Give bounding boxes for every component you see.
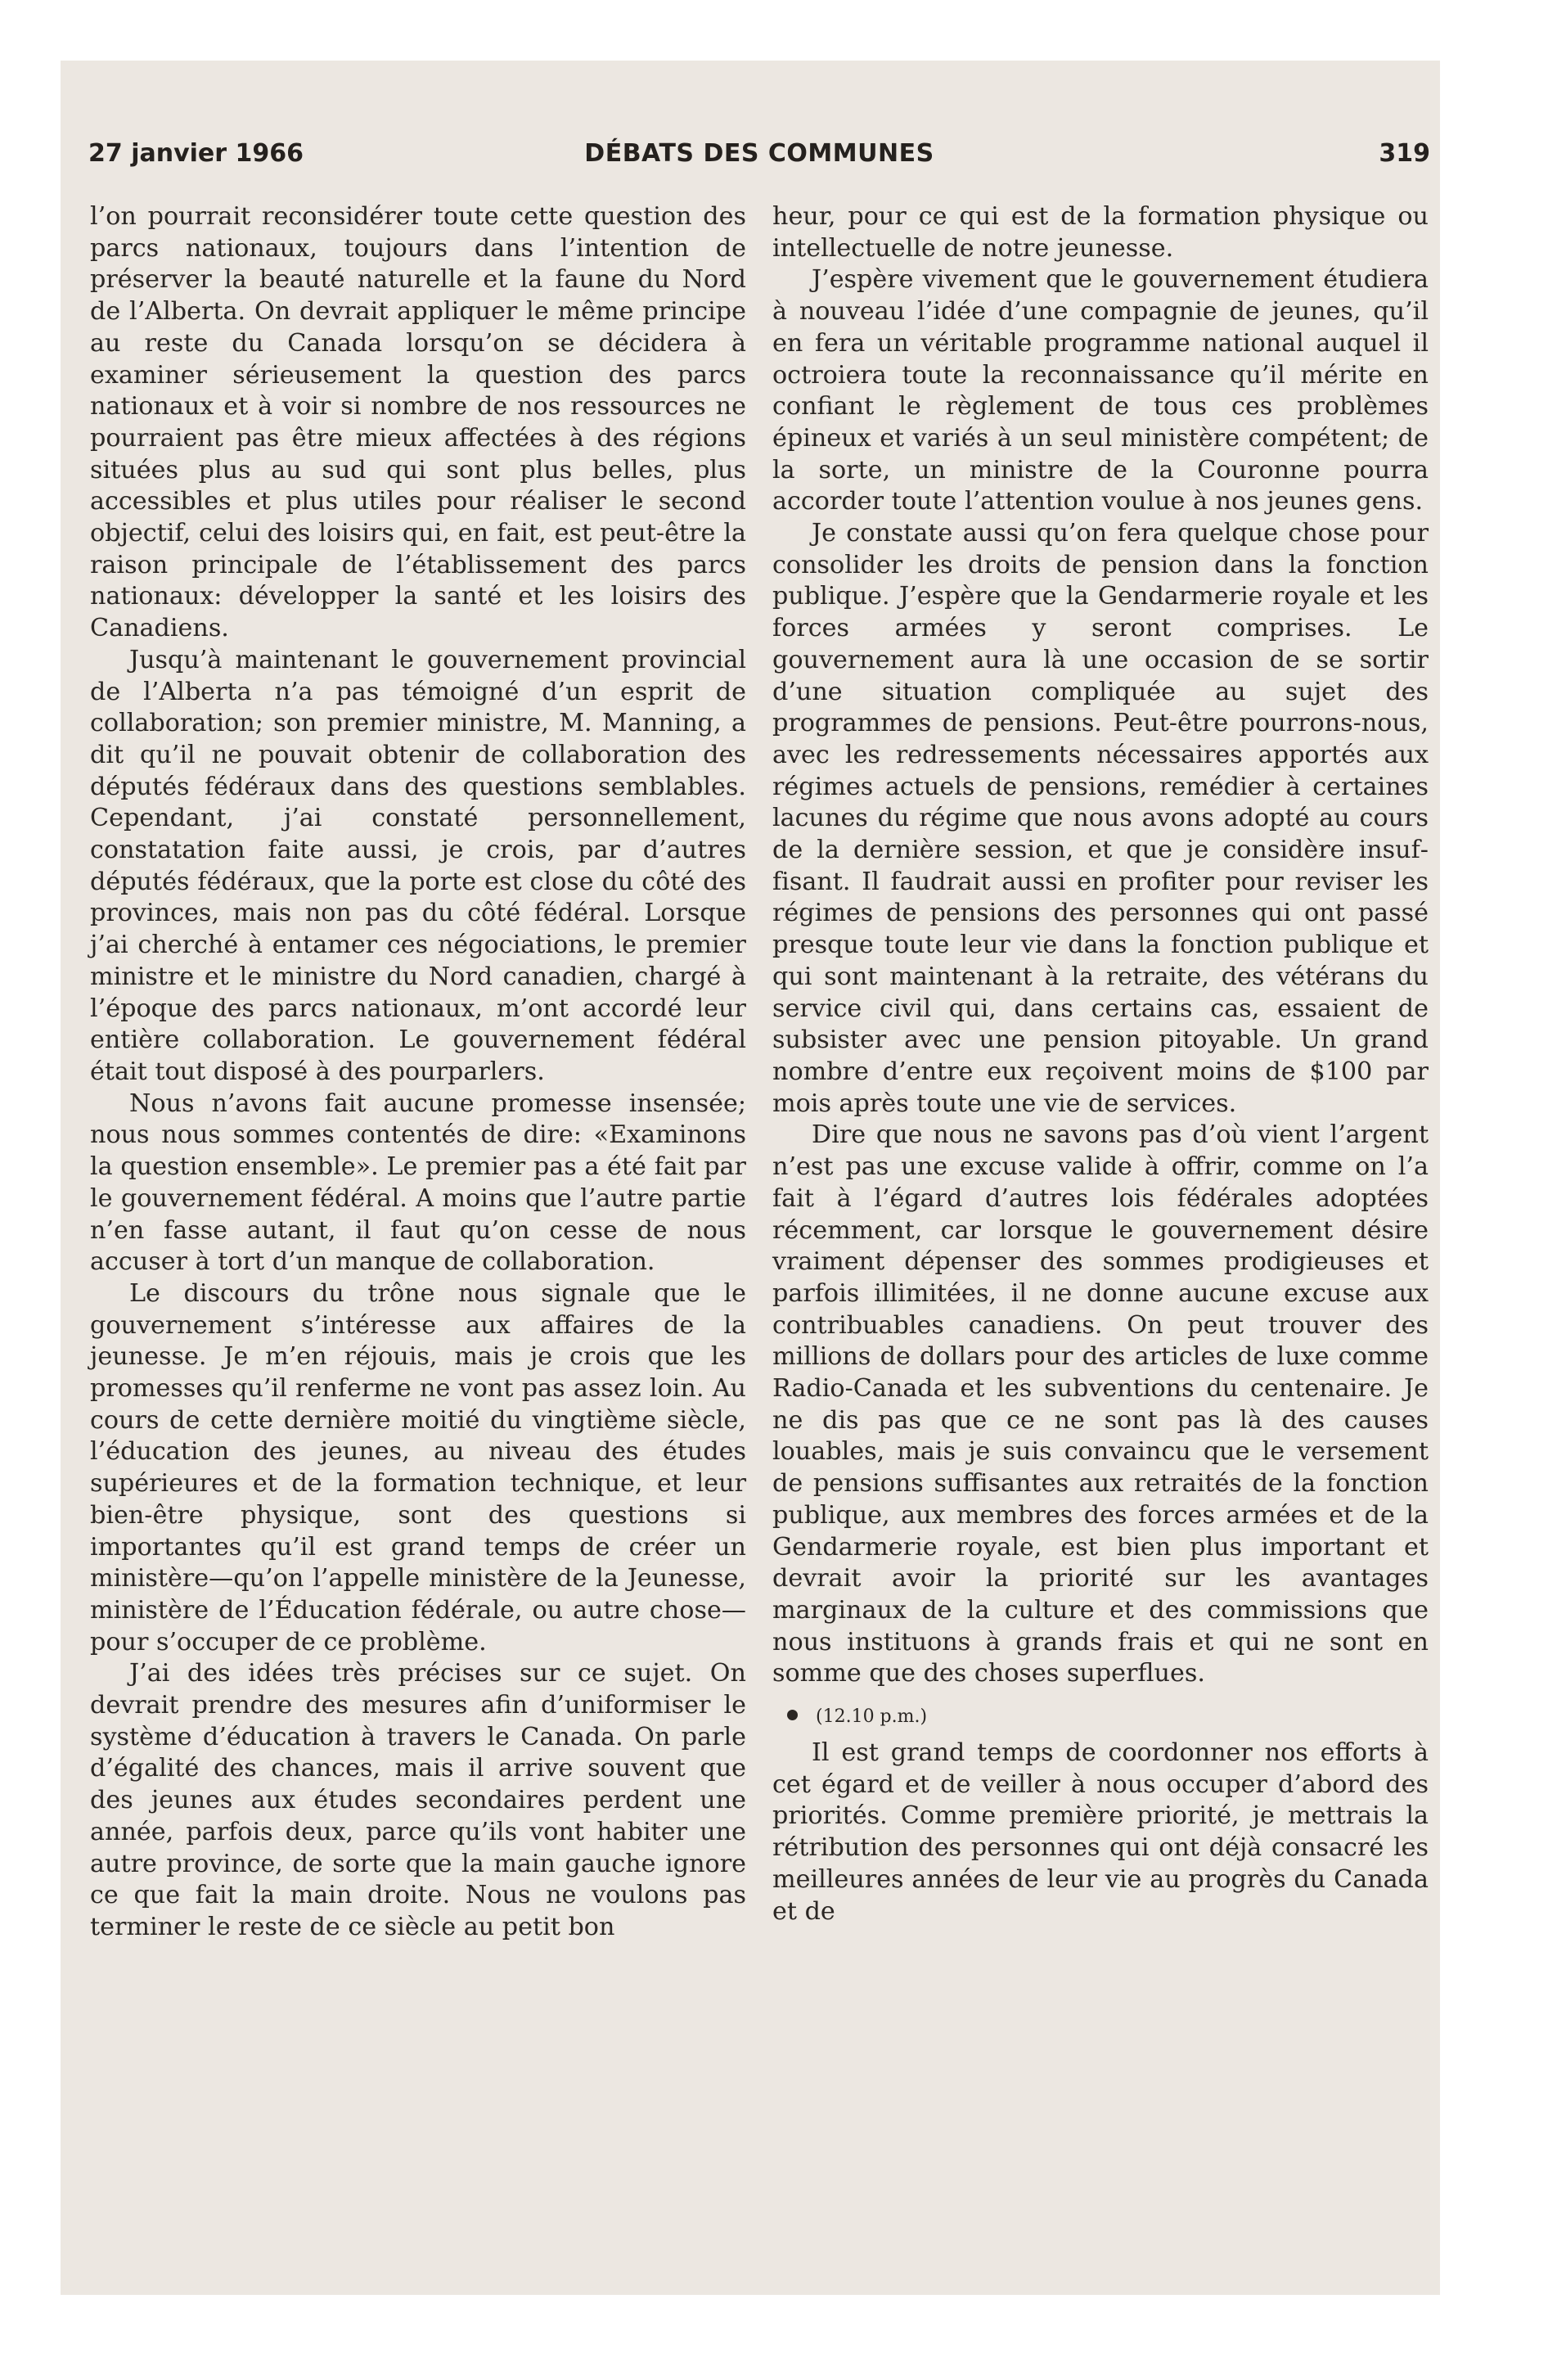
header-title: DÉBATS DES COMMUNES: [584, 139, 934, 168]
paragraph: Je constate aussi qu’on fera quelque chose pour consolider les droits de pension dans la fonction publique. J’espère que la Gendarmerie royale et les forces armées y seront comprises. Le gouvernement aura là une occasion de se sortir d’une situation compliquée au sujet des programmes de pensions. Peut-être pourrons-nous, avec les redressements nécessaires apportés aux régimes actuels de pensions, remédier à certaines lacunes du régime que nous avons adopté au cours de la dernière session, et que je considère insuffisant. Il faudrait aussi en profiter pour reviser les régimes de pensions des personnes qui ont passé presque toute leur vie dans la fonction publique et qui sont maintenant à la retraite, des vétérans du service civil qui, dans certains cas, essaient de subsister avec une pension pitoyable. Un grand nombre d’entre eux reçoivent moins de $100 par mois après toute une vie de services.: [772, 519, 1429, 1118]
paragraph: Le discours du trône nous signale que le gouvernement s’intéresse aux affaires de la jeunesse. Je m’en réjouis, mais je crois que les promesses qu’il renferme ne vont pas assez loin. Au cours de cette dernière moitié du vingtième siècle, l’éducation des jeunes, au niveau des études supérieures et de la formation technique, et leur bien-être physique, sont des questions si importantes qu’il est grand temps de créer un ministère—qu’on l’appelle ministère de la Jeunesse, ministère de l’Éducation fédérale, ou autre chose—pour s’occuper de ce problème.: [90, 1278, 746, 1657]
page-number: 319: [1379, 139, 1430, 168]
left-column: [90, 201, 746, 1944]
paragraph: Jusqu’à maintenant le gouvernement provincial de l’Alberta n’a pas témoigné d’un esprit de collaboration; son premier ministre, M. Manning, a dit qu’il ne pouvait obtenir de collaboration des députés fédéraux dans des questions semblables. Cependant, j’ai constaté personnellement, constatation faite aussi, je crois, par d’autres députés fédéraux, que la porte est close du côté des provinces, mais non pas du côté fédéral. Lorsque j’ai cherché à entamer ces négociations, le premier ministre et le ministre du Nord canadien, chargé à l’époque des parcs nationaux, m’ont accordé leur entière collaboration. Le gouvernement fédéral était tout disposé à des pourparlers.: [90, 645, 746, 1086]
paragraph: J’espère vivement que le gouvernement étudiera à nouveau l’idée d’une compagnie de jeunes, qu’il en fera un véritable programme national auquel il octroiera toute la reconnaissance qu’il mérite en confiant le règlement de tous ces problèmes épineux et variés à un seul ministère compétent; de la sorte, un ministre de la Couronne pourra accorder toute l’attention voulue à nos jeunes gens.: [772, 265, 1429, 516]
paragraph: Dire que nous ne savons pas d’où vient l’argent n’est pas une excuse valide à offrir, comme on l’a fait à l’égard d’autres lois fédérales adoptées récemment, car lorsque le gouvernement désire vraiment dépenser des sommes prodigieuses et parfois illimitées, il ne donne aucune excuse aux contribuables canadiens. On peut trouver des millions de dollars pour des articles de luxe comme Radio-Canada et les subventions du centenaire. Je ne dis pas que ce ne sont pas là des causes louables, mais je suis convaincu que le versement de pensions suffisantes aux retraités de la fonction publique, aux membres des forces armées et de la Gendarmerie royale, est bien plus important et devrait avoir la priorité sur les avantages marginaux de la culture et des commissions que nous instituons à grands frais et qui ne sont en somme que des choses superflues.: [772, 1120, 1429, 1688]
right-column: [772, 201, 1429, 1927]
paragraph: Nous n’avons fait aucune promesse insensée; nous nous sommes contentés de dire: «Examinons la question ensemble». Le premier pas a été fait par le gouvernement fédéral. A moins que l’autre partie n’en fasse autant, il faut qu’on cesse de nous accuser à tort d’un manque de collaboration.: [90, 1089, 746, 1277]
header-date: 27 janvier 1966: [88, 139, 304, 168]
paragraph: l’on pourrait reconsidérer toute cette question des parcs nationaux, toujours dans l’intention de préserver la beauté naturelle et la faune du Nord de l’Alberta. On devrait appliquer le même principe au reste du Canada lorsqu’on se décidera à examiner sérieusement la question des parcs nationaux et à voir si nombre de nos ressources ne pourraient pas être mieux affectées à des régions situées plus au sud qui sont plus belles, plus accessibles et plus utiles pour réaliser le second objectif, celui des loisirs qui, en fait, est peut-être la raison principale de l’établissement des parcs nationaux: développer la santé et les loisirs des Canadiens.: [90, 202, 746, 643]
time-marker: [787, 1705, 1429, 1729]
paragraph: Il est grand temps de coordonner nos efforts à cet égard et de veiller à nous occuper d’abord des priorités. Comme première priorité, je mettrais la rétribution des personnes qui ont déjà consacré les meilleures années de leur vie au progrès du Canada et de: [772, 1738, 1429, 1926]
time-marker-text: (12.10 p.m.): [816, 1706, 928, 1728]
paragraph: J’ai des idées très précises sur ce sujet. On devrait prendre des mesures afin d’uniformiser le système d’éducation à travers le Canada. On parle d’égalité des chances, mais il arrive souvent que des jeunes aux études secondaires perdent une année, parfois deux, parce qu’ils vont habiter une autre province, de sorte que la main gauche ignore ce que fait la main droite. Nous ne voulons pas terminer le reste de ce siècle au petit bon: [90, 1659, 746, 1941]
paragraph: heur, pour ce qui est de la formation physique ou intellectuelle de notre jeunesse.: [772, 202, 1429, 263]
page-header: [88, 139, 1430, 175]
bullet-icon: [787, 1710, 798, 1720]
